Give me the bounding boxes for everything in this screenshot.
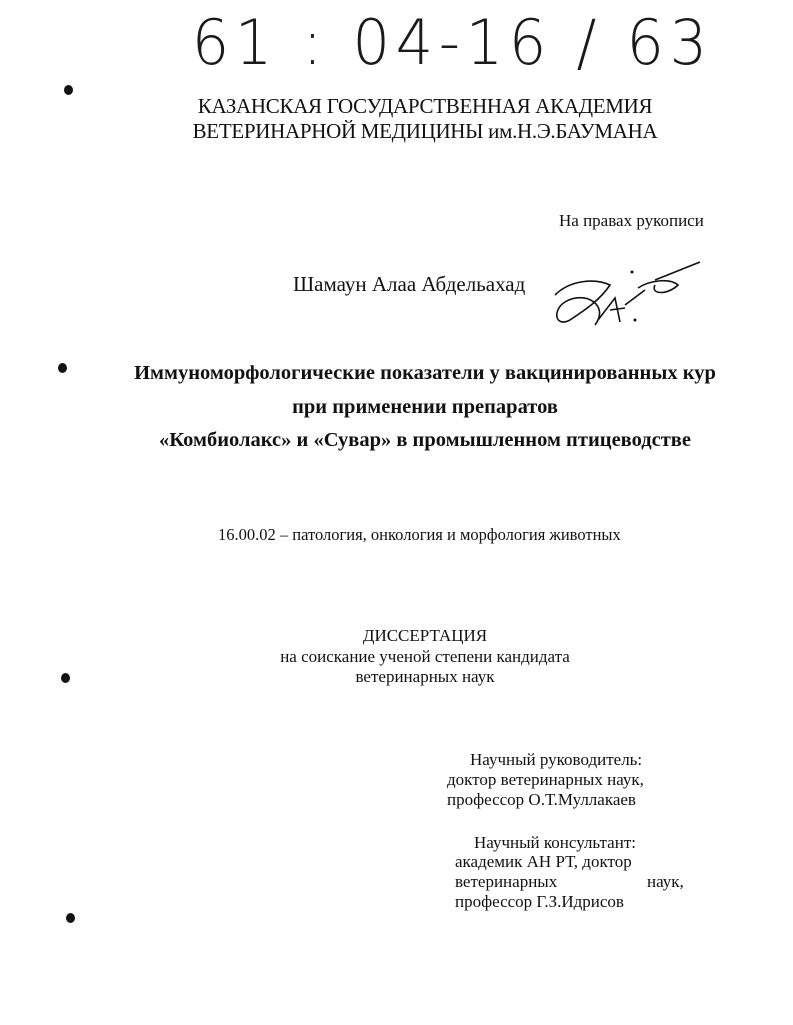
institution-line-1: КАЗАНСКАЯ ГОСУДАРСТВЕННАЯ АКАДЕМИЯ (197, 94, 653, 118)
institution-line-2: ВЕТЕРИНАРНОЙ МЕДИЦИНЫ им.Н.Э.БАУМАНА (192, 119, 658, 143)
consultant-label: Научный консультант: (474, 833, 636, 852)
specialty-code: 16.00.02 – патология, онкология и морфология животных (218, 525, 621, 544)
dissertation-degree-line-1: на соискание ученой степени кандидата (280, 647, 570, 666)
dissertation-degree-line-2: ветеринарных наук (355, 667, 495, 686)
title-line-2: при применении препаратов (292, 396, 558, 418)
punch-hole-mark (66, 913, 75, 923)
consultant-title: академик АН РТ, доктор (455, 852, 632, 871)
manuscript-note: На правах рукописи (559, 211, 704, 230)
supervisor-name: профессор О.Т.Муллакаев (447, 790, 636, 809)
consultant-name: профессор Г.З.Идрисов (455, 892, 624, 911)
handwritten-catalog-code: 61 : 04-16 / 63 (191, 6, 713, 79)
author-signature (550, 250, 710, 335)
author-name: Шамаун Алаа Абдельахад (293, 272, 526, 296)
supervisor-label: Научный руководитель: (470, 750, 643, 769)
title-line-1: Иммуноморфологические показатели у вакцинированных кур (134, 362, 716, 384)
consultant-degree-word-2: наук, (647, 872, 684, 891)
dissertation-heading: ДИССЕРТАЦИЯ (362, 626, 488, 645)
consultant-degree-word-1: ветеринарных (455, 872, 558, 891)
supervisor-degree: доктор ветеринарных наук, (447, 770, 644, 789)
title-line-3: «Комбиолакс» и «Сувар» в промышленном птицеводстве (159, 429, 691, 451)
